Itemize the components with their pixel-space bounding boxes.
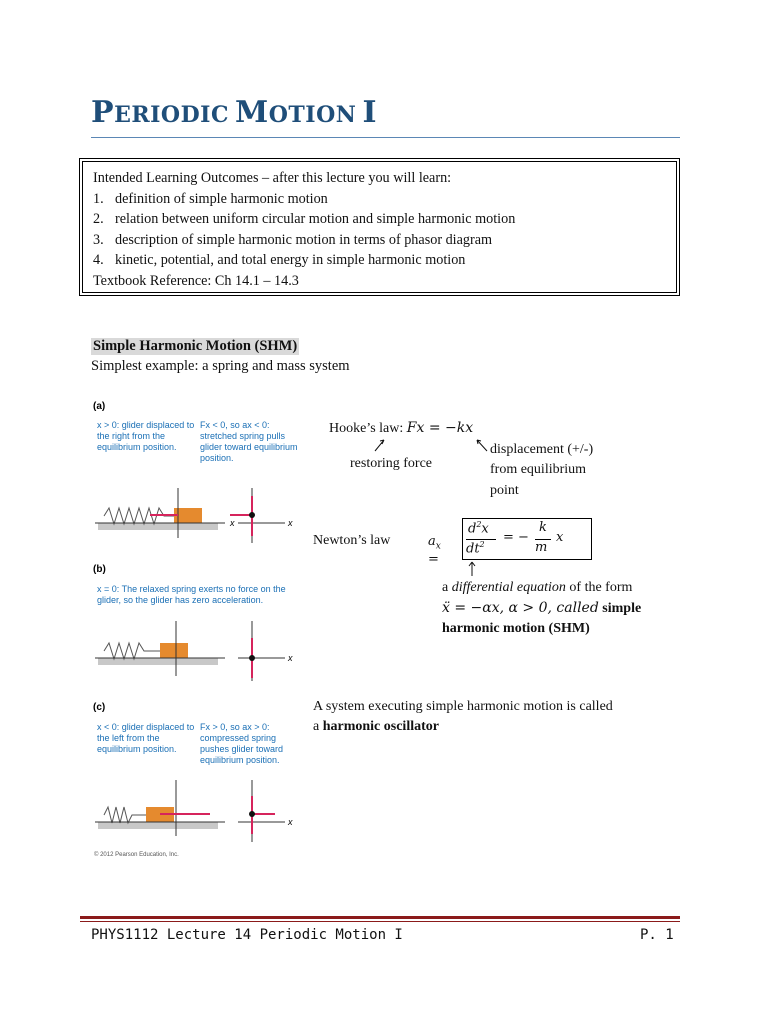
textbook-reference: Textbook Reference: Ch 14.1 – 14.3 (93, 272, 299, 289)
section-heading: Simple Harmonic Motion (SHM) (93, 338, 298, 354)
glider (160, 643, 188, 658)
learning-outcomes-box (79, 158, 680, 296)
svg-text:x: x (288, 518, 293, 528)
section-subtitle: Simplest example: a spring and mass system (91, 358, 350, 374)
outcome-item: 3. description of simple harmonic motion in terms of phasor diagram (93, 231, 493, 248)
panel-b-diagram (90, 616, 302, 686)
outcome-item: 2. relation between uniform circular motion and simple harmonic motion (93, 211, 516, 227)
panel-c-label: (c) (93, 702, 106, 713)
spring-icon (104, 807, 146, 823)
outcome-item: 4. kinetic, potential, and total energy in simple harmonic motion (93, 252, 466, 268)
figure-copyright: © 2012 Pearson Education, Inc. (94, 852, 179, 858)
displacement-line1: displacement (+/-) (490, 442, 594, 457)
restoring-force: restoring force (350, 456, 433, 471)
panel-b-note: x = 0: The relaxed spring exerts no force on the glider, so the glider has zero acceleration. (97, 584, 286, 605)
page-title: PERIODIC MOTION I (91, 95, 377, 130)
arrow-icon (375, 440, 384, 451)
spring-icon (104, 643, 160, 659)
panel-a-label: (a) (93, 401, 106, 412)
de-line2: ẍ = −αx, α > 0, called simple (442, 600, 642, 616)
footer-course: PHYS1112 Lecture 14 Periodic Motion I (91, 927, 403, 943)
outcomes-intro: Intended Learning Outcomes – after this lecture you will learn: (93, 170, 452, 186)
outcome-item: 1. definition of simple harmonic motion (93, 190, 328, 207)
track (98, 523, 218, 530)
panel-c-diagram (90, 770, 302, 850)
footer-rule-thin (80, 921, 680, 922)
panel-a-right-note: Fx < 0, so ax < 0: stretched spring pulls glider toward equilibrium position. (200, 420, 298, 463)
displacement-line3: point (490, 483, 519, 498)
footer-page: P. 1 (640, 927, 674, 943)
oscillator-line2: a harmonic oscillator (313, 719, 439, 734)
spring-mass-figure (90, 398, 302, 863)
newton-law-label: Newton’s law (313, 533, 391, 548)
svg-text:x: x (230, 518, 235, 528)
hooke-law: Hooke’s law: Fx = −kx (329, 420, 474, 436)
de-line1: a differential equation of the form (442, 580, 633, 595)
panel-a-left-note: x > 0: glider displaced to the right from the equilibrium position. (97, 420, 195, 452)
displacement-line2: from equilibrium (490, 462, 587, 477)
panel-c-right-note: Fx > 0, so ax > 0: compressed spring pushes glider toward equilibrium position. (200, 722, 284, 765)
svg-text:x: x (288, 653, 293, 663)
panel-b-label: (b) (93, 564, 106, 575)
footer-rule (80, 916, 680, 919)
panel-a-diagram (90, 468, 302, 558)
oscillator-line1: A system executing simple harmonic motion is called (313, 699, 613, 714)
arrow-icon (477, 440, 487, 451)
panel-c-left-note: x < 0: glider displaced to the left from the equilibrium position. (97, 722, 195, 754)
svg-text:x: x (288, 817, 293, 827)
arrow-up-icon (466, 559, 478, 577)
arrow-icons (370, 434, 490, 454)
title-divider (91, 137, 680, 138)
de-line3: harmonic motion (SHM) (442, 621, 590, 636)
